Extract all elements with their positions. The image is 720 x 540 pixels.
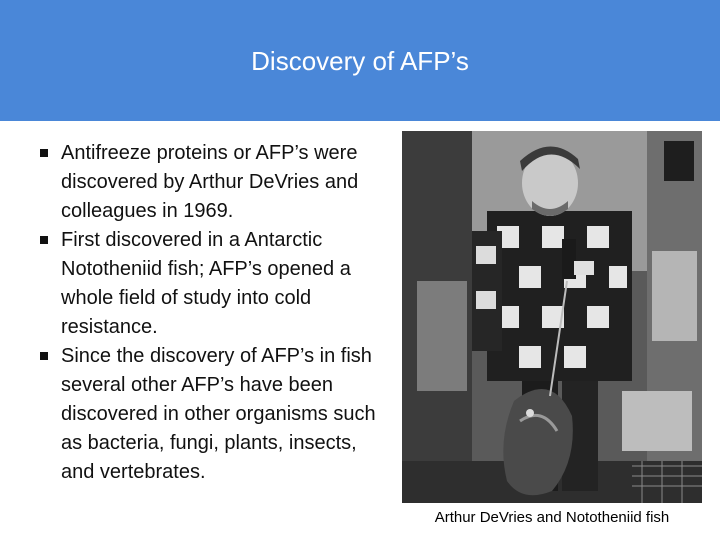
square-bullet-icon (40, 352, 48, 360)
title-bar (0, 0, 720, 121)
photo-illustration (402, 131, 702, 503)
bullet-text: First discovered in a Antarctic Nototheniid fish; AFP’s opened a whole field of study into cold resistance. (61, 229, 351, 338)
bullet-list (38, 139, 388, 487)
slide-title: Discovery of AFP’s (251, 46, 469, 76)
bullet-item (38, 226, 388, 342)
bullet-item (38, 342, 388, 487)
figure-caption: Arthur DeVries and Nototheniid fish (434, 509, 670, 526)
square-bullet-icon (40, 149, 48, 157)
square-bullet-icon (40, 236, 48, 244)
bullet-text: Antifreeze proteins or AFP’s were discovered by Arthur DeVries and colleagues in 1969. (61, 142, 359, 222)
bullet-item (38, 139, 388, 226)
bullet-text: Since the discovery of AFP’s in fish several other AFP’s have been discovered in other organisms such as bacteria, fungi, plants, insects, and vertebrates. (61, 345, 376, 483)
photo-arthur-devries (402, 131, 702, 503)
